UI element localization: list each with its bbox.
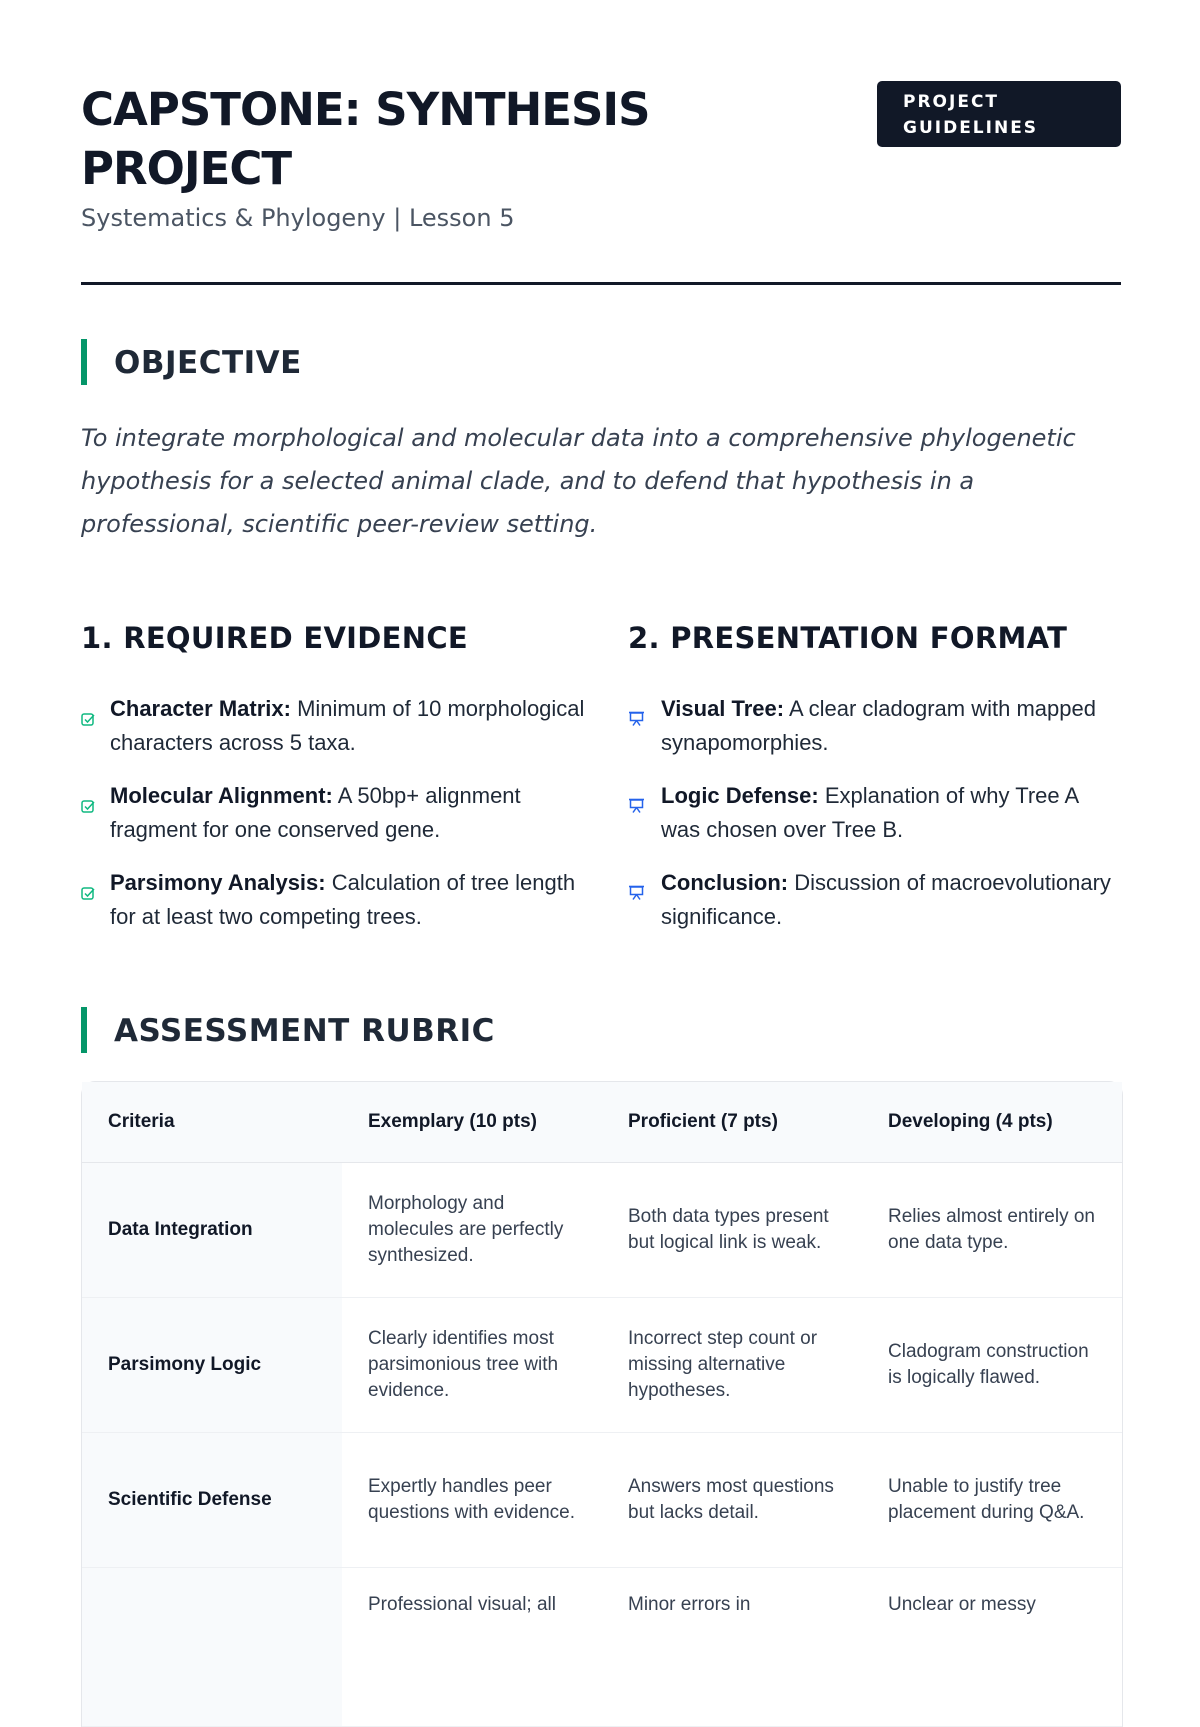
- presentation-icon: [628, 703, 643, 717]
- header-divider: [81, 282, 1121, 285]
- presentation-item-text: Discussion of macroevolutionary significance.: [661, 870, 1111, 929]
- requirements-columns: [81, 618, 1121, 953]
- page-header: [81, 78, 1121, 274]
- page-title: CAPSTONE: SYNTHESIS PROJECT: [81, 83, 650, 195]
- rubric-cell: Relies almost entirely on one data type.: [862, 1163, 1122, 1298]
- evidence-item-label: Parsimony Analysis:: [110, 870, 326, 895]
- rubric-criteria-cell: Data Integration: [82, 1163, 342, 1298]
- rubric-table: [81, 1081, 1123, 1727]
- checkbox-icon: [81, 790, 96, 804]
- checkbox-icon: [81, 703, 96, 717]
- rubric-cell: Both data types present but logical link is weak.: [602, 1163, 862, 1298]
- presentation-item-text: A clear cladogram with mapped synapomorphies.: [661, 696, 1096, 755]
- rubric-cell: Minor errors in: [602, 1568, 862, 1727]
- evidence-item-text: A 50bp+ alignment fragment for one conserved gene.: [110, 783, 521, 842]
- required-evidence-heading: 1. REQUIRED EVIDENCE: [81, 621, 469, 655]
- presentation-item-label: Logic Defense:: [661, 783, 819, 808]
- rubric-cell: Unable to justify tree placement during Q&A.: [862, 1433, 1122, 1568]
- rubric-criteria-cell: Parsimony Logic: [82, 1298, 342, 1433]
- rubric-cell: Cladogram construction is logically flawed.: [862, 1298, 1122, 1433]
- rubric-column-header: Developing (4 pts): [862, 1082, 1122, 1163]
- presentation-item-label: Conclusion:: [661, 870, 789, 895]
- rubric-cell: Answers most questions but lacks detail.: [602, 1433, 862, 1568]
- project-guidelines-page: [81, 0, 1121, 1727]
- evidence-item: [81, 779, 601, 866]
- presentation-item-text: Explanation of why Tree A was chosen over Tree B.: [661, 783, 1078, 842]
- rubric-criteria-cell: [82, 1568, 342, 1727]
- objective-heading: OBJECTIVE: [81, 339, 1121, 387]
- evidence-item-label: Molecular Alignment:: [110, 783, 333, 808]
- rubric-column-header: Exemplary (10 pts): [342, 1082, 602, 1163]
- required-evidence-column: [81, 618, 601, 953]
- rubric-cell: Unclear or messy: [862, 1568, 1122, 1727]
- rubric-column-header: Proficient (7 pts): [602, 1082, 862, 1163]
- presentation-item-label: Visual Tree:: [661, 696, 785, 721]
- presentation-format-column: [601, 618, 1121, 953]
- rubric-cell: Expertly handles peer questions with evidence.: [342, 1433, 602, 1568]
- evidence-item-text: Calculation of tree length for at least two competing trees.: [110, 870, 576, 929]
- presentation-format-heading: 2. PRESENTATION FORMAT: [628, 621, 1068, 655]
- rubric-cell: Clearly identifies most parsimonious tree with evidence.: [342, 1298, 602, 1433]
- rubric-cell: Incorrect step count or missing alternative hypotheses.: [602, 1298, 862, 1433]
- presentation-item: [628, 692, 1121, 779]
- evidence-item-label: Character Matrix:: [110, 696, 291, 721]
- checkbox-icon: [81, 877, 96, 891]
- presentation-item: [628, 866, 1121, 953]
- page-subtitle: Systematics & Phylogeny | Lesson 5: [81, 204, 515, 232]
- rubric-cell: Morphology and molecules are perfectly synthesized.: [342, 1163, 602, 1298]
- rubric-column-header: Criteria: [82, 1082, 342, 1163]
- rubric-criteria-cell: Scientific Defense: [82, 1433, 342, 1568]
- presentation-icon: [628, 877, 643, 891]
- evidence-item: [81, 866, 601, 953]
- evidence-item: [81, 692, 601, 779]
- rubric-row: [82, 1568, 1122, 1727]
- evidence-item-text: Minimum of 10 morphological characters across 5 taxa.: [110, 696, 585, 755]
- objective-text: To integrate morphological and molecular data into a comprehensive phylogenetic hypothesis for a selected animal clade, and to defend that hypothesis in a professional, scientific peer-review setting.: [81, 424, 1076, 538]
- guidelines-badge: PROJECT GUIDELINES: [877, 81, 1121, 147]
- rubric-cell: Professional visual; all: [342, 1568, 602, 1727]
- rubric-row: [82, 1298, 1122, 1433]
- presentation-item: [628, 779, 1121, 866]
- rubric-row: [82, 1163, 1122, 1298]
- presentation-icon: [628, 790, 643, 804]
- rubric-header-row: [82, 1082, 1122, 1163]
- rubric-row: [82, 1433, 1122, 1568]
- rubric-heading: ASSESSMENT RUBRIC: [81, 1007, 1121, 1055]
